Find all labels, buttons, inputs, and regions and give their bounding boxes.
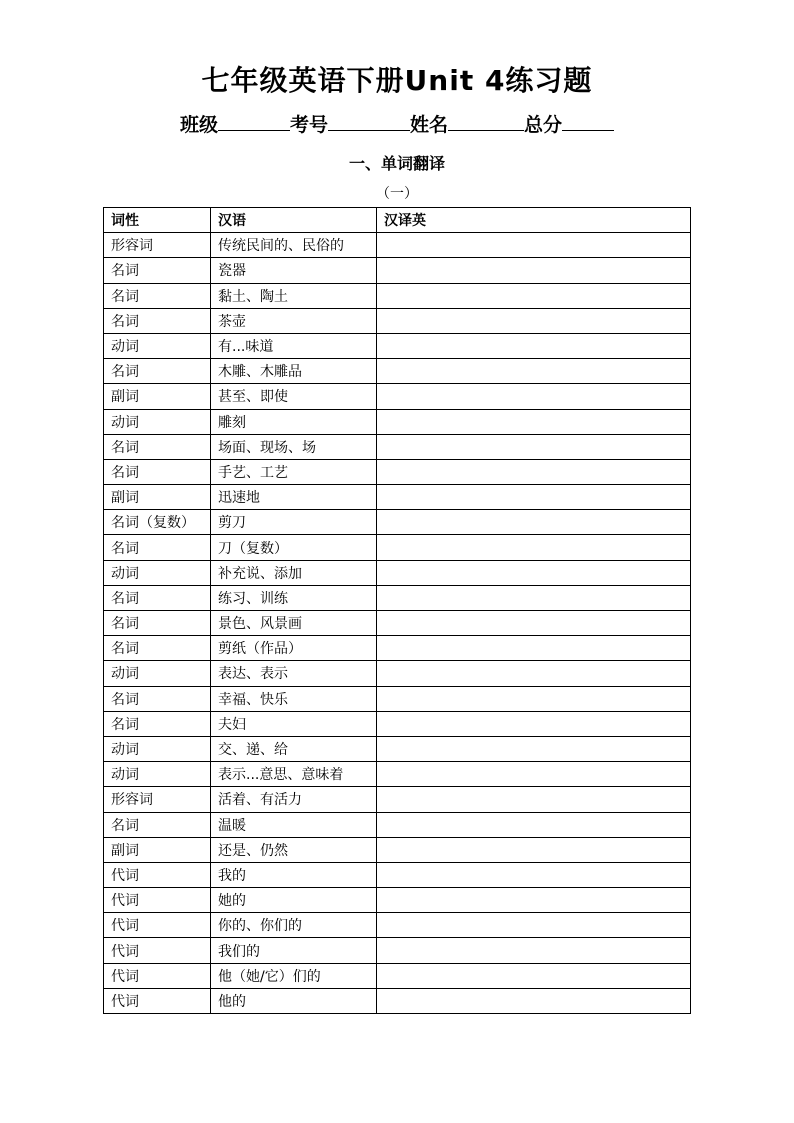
table-row <box>104 837 691 862</box>
translation-answer-cell[interactable] <box>377 963 691 988</box>
table-row <box>104 510 691 535</box>
chinese-word-cell: 剪刀 <box>211 510 377 535</box>
translation-answer-cell[interactable] <box>377 510 691 535</box>
section-title: 一、单词翻译 <box>348 154 445 173</box>
part-of-speech-cell: 代词 <box>104 963 211 988</box>
translation-answer-cell[interactable] <box>377 308 691 333</box>
exam-number-blank[interactable] <box>328 110 410 131</box>
part-of-speech-cell: 名词 <box>104 686 211 711</box>
table-row <box>104 434 691 459</box>
part-of-speech-cell: 代词 <box>104 862 211 887</box>
part-of-speech-cell: 代词 <box>104 938 211 963</box>
chinese-word-cell: 表达、表示 <box>211 661 377 686</box>
translation-answer-cell[interactable] <box>377 913 691 938</box>
score-label: 总分 <box>524 114 563 136</box>
part-of-speech-cell: 形容词 <box>104 233 211 258</box>
part-of-speech-cell: 形容词 <box>104 787 211 812</box>
translation-answer-cell[interactable] <box>377 359 691 384</box>
table-row <box>104 812 691 837</box>
exam-number-label: 考号 <box>289 114 328 136</box>
class-blank[interactable] <box>218 110 290 131</box>
translation-answer-cell[interactable] <box>377 736 691 761</box>
part-of-speech-cell: 代词 <box>104 888 211 913</box>
chinese-word-cell: 迅速地 <box>211 485 377 510</box>
chinese-word-cell: 幸福、快乐 <box>211 686 377 711</box>
table-row <box>104 988 691 1013</box>
table-header-row <box>104 208 691 233</box>
table-row <box>104 762 691 787</box>
table-row <box>104 787 691 812</box>
part-of-speech-cell: 动词 <box>104 762 211 787</box>
header-translation: 汉译英 <box>377 208 691 233</box>
translation-answer-cell[interactable] <box>377 711 691 736</box>
translation-answer-cell[interactable] <box>377 837 691 862</box>
translation-answer-cell[interactable] <box>377 560 691 585</box>
chinese-word-cell: 甚至、即使 <box>211 384 377 409</box>
part-of-speech-cell: 动词 <box>104 409 211 434</box>
part-of-speech-cell: 代词 <box>104 988 211 1013</box>
translation-answer-cell[interactable] <box>377 485 691 510</box>
chinese-word-cell: 场面、现场、场 <box>211 434 377 459</box>
translation-answer-cell[interactable] <box>377 535 691 560</box>
chinese-word-cell: 还是、仍然 <box>211 837 377 862</box>
header-chinese: 汉语 <box>211 208 377 233</box>
part-of-speech-cell: 名词 <box>104 459 211 484</box>
translation-answer-cell[interactable] <box>377 787 691 812</box>
table-row <box>104 485 691 510</box>
chinese-word-cell: 雕刻 <box>211 409 377 434</box>
translation-answer-cell[interactable] <box>377 434 691 459</box>
part-of-speech-cell: 副词 <box>104 384 211 409</box>
part-of-speech-cell: 动词 <box>104 661 211 686</box>
worksheet-title: 七年级英语下册Unit 4练习题 <box>201 64 593 97</box>
chinese-word-cell: 传统民间的、民俗的 <box>211 233 377 258</box>
table-row <box>104 409 691 434</box>
part-of-speech-cell: 名词（复数） <box>104 510 211 535</box>
table-row <box>104 736 691 761</box>
chinese-word-cell: 黏土、陶土 <box>211 283 377 308</box>
part-of-speech-cell: 名词 <box>104 611 211 636</box>
table-row <box>104 636 691 661</box>
chinese-word-cell: 交、递、给 <box>211 736 377 761</box>
chinese-word-cell: 补充说、添加 <box>211 560 377 585</box>
translation-answer-cell[interactable] <box>377 283 691 308</box>
chinese-word-cell: 表示...意思、意味着 <box>211 762 377 787</box>
table-row <box>104 233 691 258</box>
chinese-word-cell: 瓷器 <box>211 258 377 283</box>
table-row <box>104 686 691 711</box>
chinese-word-cell: 景色、风景画 <box>211 611 377 636</box>
part-of-speech-cell: 代词 <box>104 913 211 938</box>
translation-answer-cell[interactable] <box>377 409 691 434</box>
part-of-speech-cell: 动词 <box>104 736 211 761</box>
chinese-word-cell: 剪纸（作品） <box>211 636 377 661</box>
name-label: 姓名 <box>410 114 449 136</box>
chinese-word-cell: 茶壶 <box>211 308 377 333</box>
chinese-word-cell: 有...味道 <box>211 333 377 358</box>
table-row <box>104 535 691 560</box>
sub-section-title: （一） <box>376 186 418 202</box>
class-label: 班级 <box>179 114 218 136</box>
chinese-word-cell: 他（她/它）们的 <box>211 963 377 988</box>
table-row <box>104 711 691 736</box>
table-row <box>104 862 691 887</box>
student-info-line <box>0 110 794 139</box>
translation-answer-cell[interactable] <box>377 888 691 913</box>
table-row <box>104 963 691 988</box>
part-of-speech-cell: 名词 <box>104 636 211 661</box>
table-row <box>104 308 691 333</box>
part-of-speech-cell: 名词 <box>104 812 211 837</box>
part-of-speech-cell: 动词 <box>104 560 211 585</box>
score-blank[interactable] <box>562 110 614 131</box>
translation-answer-cell[interactable] <box>377 258 691 283</box>
chinese-word-cell: 你的、你们的 <box>211 913 377 938</box>
table-row <box>104 611 691 636</box>
table-row <box>104 333 691 358</box>
translation-answer-cell[interactable] <box>377 333 691 358</box>
translation-answer-cell[interactable] <box>377 938 691 963</box>
chinese-word-cell: 他的 <box>211 988 377 1013</box>
translation-answer-cell[interactable] <box>377 661 691 686</box>
part-of-speech-cell: 名词 <box>104 359 211 384</box>
translation-answer-cell[interactable] <box>377 686 691 711</box>
table-row <box>104 938 691 963</box>
part-of-speech-cell: 名词 <box>104 308 211 333</box>
translation-answer-cell[interactable] <box>377 611 691 636</box>
table-row <box>104 359 691 384</box>
translation-answer-cell[interactable] <box>377 862 691 887</box>
table-row <box>104 560 691 585</box>
part-of-speech-cell: 名词 <box>104 585 211 610</box>
part-of-speech-cell: 副词 <box>104 485 211 510</box>
translation-answer-cell[interactable] <box>377 988 691 1013</box>
table-row <box>104 585 691 610</box>
chinese-word-cell: 练习、训练 <box>211 585 377 610</box>
table-row <box>104 384 691 409</box>
part-of-speech-cell: 名词 <box>104 711 211 736</box>
chinese-word-cell: 木雕、木雕品 <box>211 359 377 384</box>
translation-answer-cell[interactable] <box>377 233 691 258</box>
table-row <box>104 258 691 283</box>
vocabulary-table <box>103 207 691 1014</box>
chinese-word-cell: 她的 <box>211 888 377 913</box>
table-row <box>104 661 691 686</box>
table-row <box>104 913 691 938</box>
translation-answer-cell[interactable] <box>377 762 691 787</box>
translation-answer-cell[interactable] <box>377 812 691 837</box>
translation-answer-cell[interactable] <box>377 636 691 661</box>
translation-answer-cell[interactable] <box>377 384 691 409</box>
translation-answer-cell[interactable] <box>377 459 691 484</box>
chinese-word-cell: 活着、有活力 <box>211 787 377 812</box>
part-of-speech-cell: 动词 <box>104 333 211 358</box>
header-part-of-speech: 词性 <box>104 208 211 233</box>
part-of-speech-cell: 名词 <box>104 535 211 560</box>
name-blank[interactable] <box>448 110 524 131</box>
translation-answer-cell[interactable] <box>377 585 691 610</box>
chinese-word-cell: 温暖 <box>211 812 377 837</box>
part-of-speech-cell: 副词 <box>104 837 211 862</box>
part-of-speech-cell: 名词 <box>104 258 211 283</box>
table-row <box>104 283 691 308</box>
table-row <box>104 888 691 913</box>
part-of-speech-cell: 名词 <box>104 283 211 308</box>
chinese-word-cell: 刀（复数） <box>211 535 377 560</box>
table-body <box>104 233 691 1014</box>
part-of-speech-cell: 名词 <box>104 434 211 459</box>
chinese-word-cell: 手艺、工艺 <box>211 459 377 484</box>
chinese-word-cell: 夫妇 <box>211 711 377 736</box>
chinese-word-cell: 我们的 <box>211 938 377 963</box>
table-row <box>104 459 691 484</box>
chinese-word-cell: 我的 <box>211 862 377 887</box>
